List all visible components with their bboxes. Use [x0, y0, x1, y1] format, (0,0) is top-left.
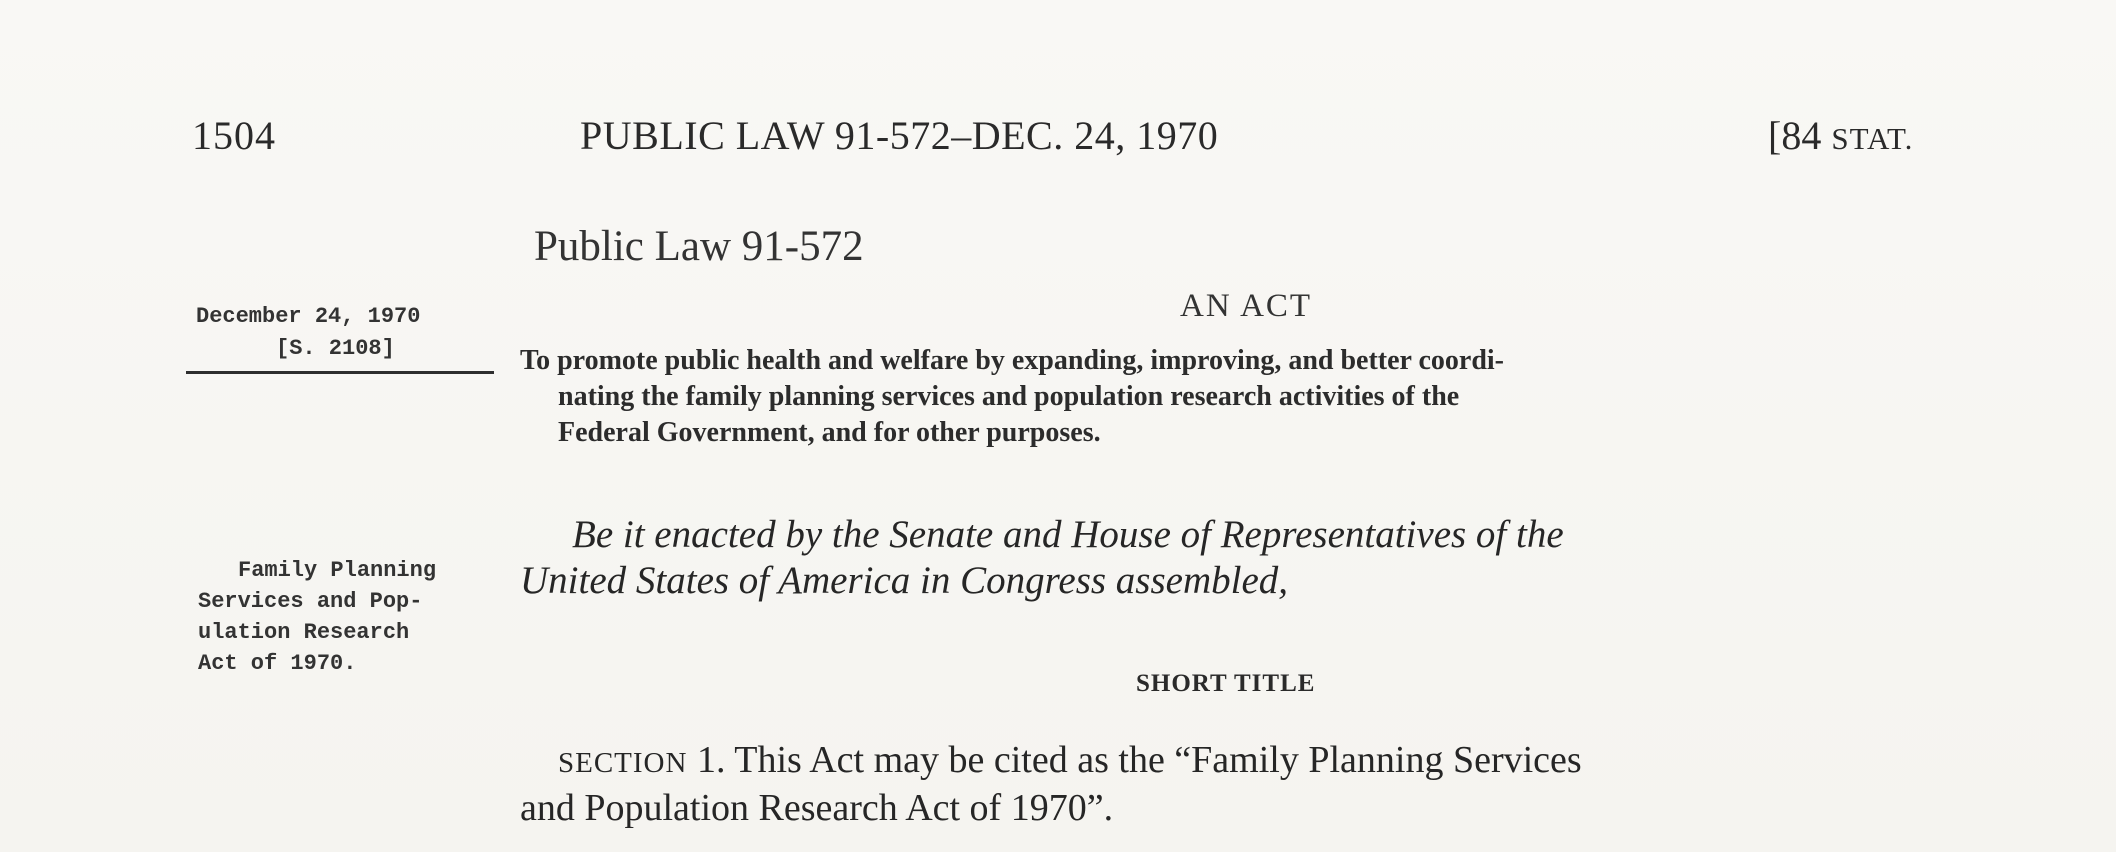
statute-reference — [1768, 112, 1913, 159]
margin-note — [198, 555, 498, 679]
margin-divider — [186, 371, 494, 374]
running-head: PUBLIC LAW 91-572–DEC. 24, 1970 — [580, 113, 1219, 158]
enacting-line: United States of America in Congress assembled, — [520, 559, 1289, 602]
section-1-text: 1. This Act may be cited as the “Family Planning Services — [687, 739, 1582, 781]
margin-date: December 24, 1970 — [196, 304, 421, 329]
margin-bill-number: [S. 2108] — [276, 336, 395, 361]
enacting-clause — [520, 512, 1564, 604]
act-heading: AN ACT — [1180, 288, 1313, 324]
margin-note-line: Family Planning — [238, 558, 437, 583]
purpose-clause — [520, 343, 1985, 451]
margin-note-line: Act of 1970. — [198, 651, 357, 676]
purpose-line: To promote public health and welfare by expanding, improving, and better coordi- — [520, 345, 1504, 376]
section-1 — [520, 738, 1582, 831]
page-number: 1504 — [192, 113, 276, 158]
purpose-line: nating the family planning services and population research activities of the — [558, 381, 1460, 412]
statute-label: STAT. — [1831, 121, 1914, 156]
margin-note-line: Services and Pop- — [198, 589, 423, 614]
purpose-line: Federal Government, and for other purposes. — [558, 417, 1101, 448]
statute-volume: [84 — [1768, 113, 1832, 158]
section-1-line: and Population Research Act of 1970”. — [520, 787, 1114, 829]
short-title-heading: SHORT TITLE — [1136, 670, 1316, 697]
law-title: Public Law 91-572 — [534, 223, 864, 270]
section-1-line — [520, 738, 1582, 786]
enacting-line: Be it enacted by the Senate and House of Representatives of the — [572, 513, 1564, 556]
margin-note-line: ulation Research — [198, 620, 410, 645]
section-label: SECTION — [558, 747, 688, 779]
